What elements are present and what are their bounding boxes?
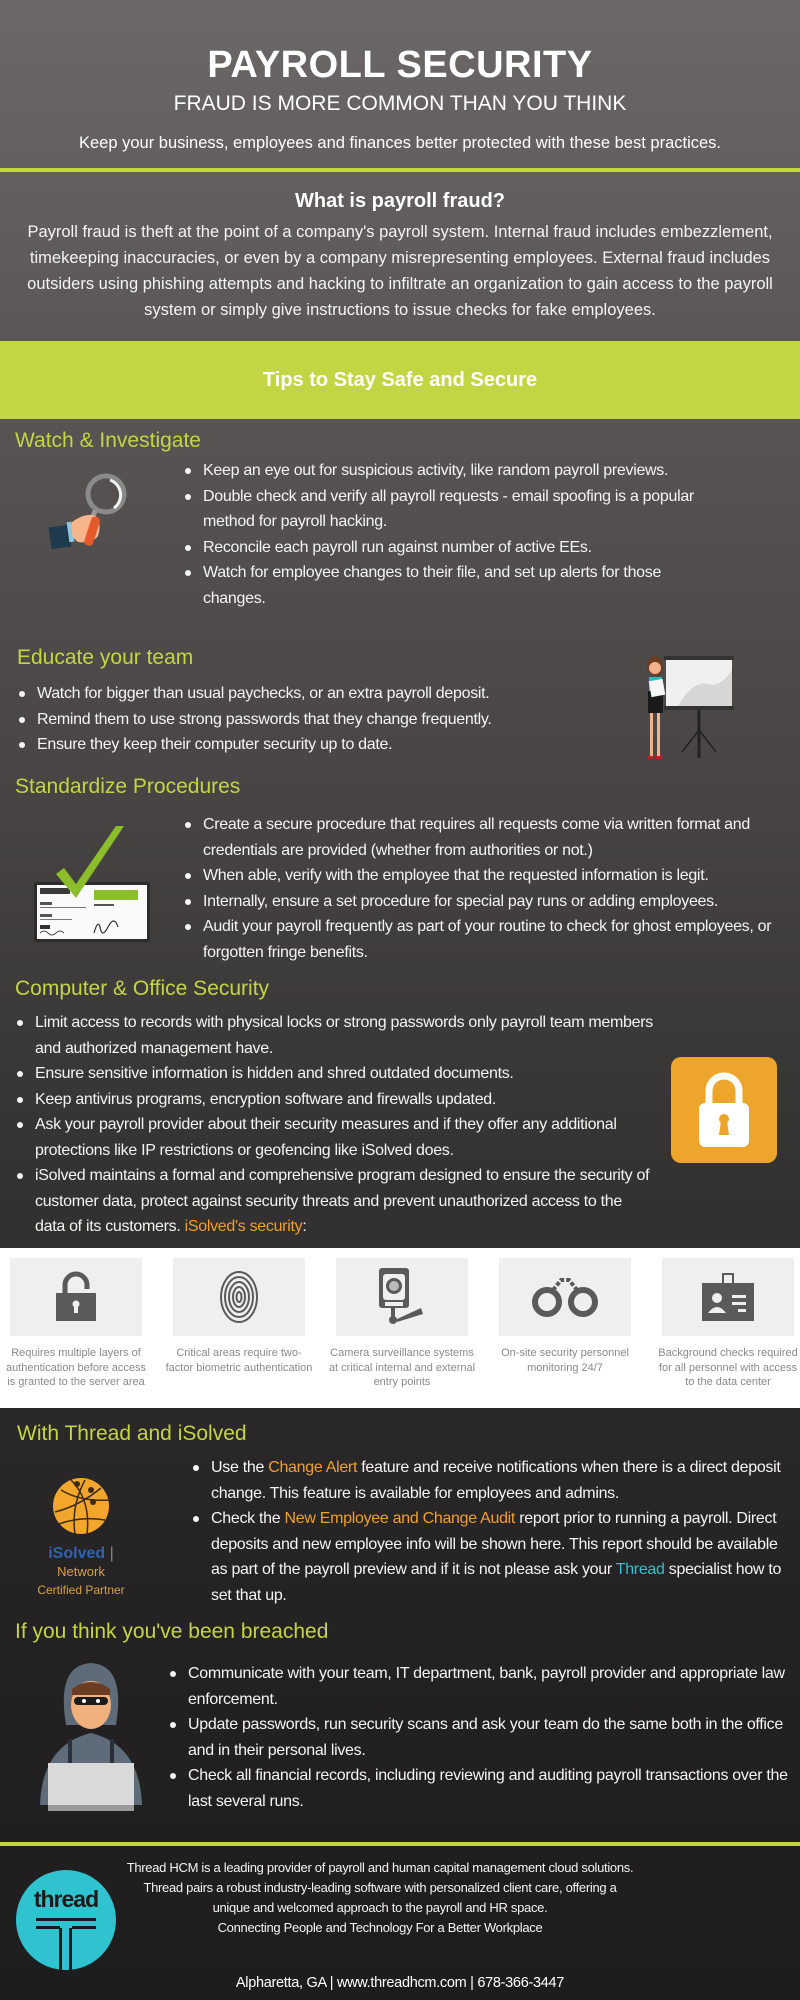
page-subtitle: FRAUD IS MORE COMMON THAN YOU THINK [173,92,627,115]
certified-partner-label: Certified Partner [37,1583,125,1597]
padlock-icon [10,1258,142,1336]
change-alert-link[interactable]: Change Alert [268,1459,358,1476]
security-card [5,1258,147,1390]
divider [0,168,800,172]
security-camera-icon [336,1258,468,1336]
list-item: Update passwords, run security scans and ask your team do the same both in the office and in their personal lives. [168,1712,788,1763]
section-title-watch: Watch & Investigate [15,429,201,452]
magnifying-glass-hand-icon [48,472,128,552]
section-heading: What is payroll fraud? [294,190,506,212]
list-item: Create a secure procedure that requires all requests come via written format and credentials are provided (whether from authorities or not.) [183,812,783,863]
list-item: Check the New Employee and Change Audit report prior to running a payroll. Direct deposits and new employee info will be shown here. This report should be available as part of the payroll preview and if it is not please ask your Thread specialist how to set that up. [191,1506,791,1608]
security-card [328,1258,476,1390]
isolved-network-badge: iSolved | Network Certified Partner [26,1476,136,1586]
change-audit-link[interactable]: New Employee and Change Audit [284,1510,516,1527]
tagline: Keep your business, employees and finances better protected with these best practices. [78,134,722,152]
list-item: Check all financial records, including reviewing and auditing payroll transactions over the last several runs. [168,1763,788,1814]
thread-isolved-list [191,1455,791,1608]
fraud-description: Payroll fraud is theft at the point of a company's payroll system. Internal fraud includes embezzlement, timekeeping inaccuracies, or even by a company misrepresenting employees. External fraud includes outsiders using phishing attempts and hacking to infiltrate an organization to gain access to the payroll system or simply give instructions to issue checks for fake employees. [27,223,773,319]
list-item: Ask your payroll provider about their security measures and if they offer any additional protections like IP restrictions or geofencing like iSolved does. [15,1112,655,1163]
page-title: PAYROLL SECURITY [207,44,593,86]
list-item: Communicate with your team, IT department, bank, payroll provider and appropriate law enforcement. [168,1661,788,1712]
isolved-security-strip [0,1248,800,1408]
list-item: Ensure they keep their computer security up to date. [17,732,597,758]
list-item: Watch for employee changes to their file, and set up alerts for those changes. [183,560,723,611]
tips-banner [0,341,800,419]
list-item: Internally, ensure a set procedure for special pay runs or adding employees. [183,889,783,915]
id-badge-icon [662,1258,794,1336]
watch-list [183,458,723,611]
divider [0,1842,800,1846]
fingerprint-icon [173,1258,305,1336]
header [0,0,800,168]
list-item: Watch for bigger than usual paychecks, or an extra payroll deposit. [17,681,597,707]
list-item: Keep antivirus programs, encryption software and firewalls updated. [15,1087,655,1113]
isolved-brand: iSolved [48,1545,106,1562]
list-item: When able, verify with the employee that the requested information is legit. [183,863,783,889]
checked-document-icon [32,826,152,944]
presenter-whiteboard-icon [638,650,738,770]
security-card [165,1258,313,1375]
list-item: Keep an eye out for suspicious activity, like random payroll previews. [183,458,723,484]
security-caption: Camera surveillance systems at critical internal and external entry points [328,1347,476,1388]
list-item: Audit your payroll frequently as part of your routine to check for ghost employees, or forgotten fringe benefits. [183,914,783,965]
footer-about: Thread HCM is a leading provider of payroll and human capital management cloud solutions. Thread pairs a robust industry-leading software with personalized client care, offering a unique and welcomed approach to the payroll and HR space. Connecting People and Technology For a Better Workplace [126,1860,634,1935]
section-title-thread-isolved: With Thread and iSolved [17,1422,247,1445]
security-card [499,1258,631,1375]
what-is-fraud-section [0,176,800,323]
section-title-breached: If you think you've been breached [15,1620,329,1643]
educate-list [17,681,597,758]
list-item: Use the Change Alert feature and receive notifications when there is a direct deposit change. This feature is available for employees and admins. [191,1455,791,1506]
section-title-computer: Computer & Office Security [15,977,270,1000]
section-title-educate: Educate your team [17,646,194,669]
list-item: Ensure sensitive information is hidden and shred outdated documents. [15,1061,655,1087]
handcuffs-icon [499,1258,631,1336]
security-caption: Background checks required for all personnel with access to the data center [658,1347,798,1388]
globe-icon [51,1476,111,1536]
security-caption: Requires multiple layers of authentication before access is granted to the server area [5,1347,147,1388]
computer-list [15,1010,655,1240]
network-label: Network [57,1564,105,1579]
hacker-laptop-icon [36,1655,146,1815]
list-item: Double check and verify all payroll requests - email spoofing is a popular method for payroll hacking. [183,484,723,535]
security-caption: Critical areas require two-factor biometric authentication [165,1347,313,1374]
list-item: Reconcile each payroll run against number of active EEs. [183,535,723,561]
security-card [658,1258,798,1390]
section-title-standardize: Standardize Procedures [15,775,241,798]
thread-link[interactable]: Thread [615,1561,665,1578]
breached-list [168,1661,788,1814]
list-item: Remind them to use strong passwords that they change frequently. [17,707,597,733]
padlock-tile-icon [671,1057,777,1163]
thread-logo-text: thread [33,1886,99,1912]
footer-contact: Alpharetta, GA | www.threadhcm.com | 678-366-3447 [235,1975,565,1991]
security-caption: On-site security personnel monitoring 24/7 [501,1347,629,1374]
tips-banner-label: Tips to Stay Safe and Secure [262,368,538,391]
isolved-security-link[interactable]: iSolved's security [184,1218,303,1235]
list-item: Limit access to records with physical locks or strong passwords only payroll team members and authorized management have. [15,1010,655,1061]
standardize-list [183,812,783,965]
list-item: iSolved maintains a formal and comprehensive program designed to ensure the security of customer data, protect against security threats and prevent unauthorized access to the data of its customers. iSolved's security: [15,1163,655,1240]
